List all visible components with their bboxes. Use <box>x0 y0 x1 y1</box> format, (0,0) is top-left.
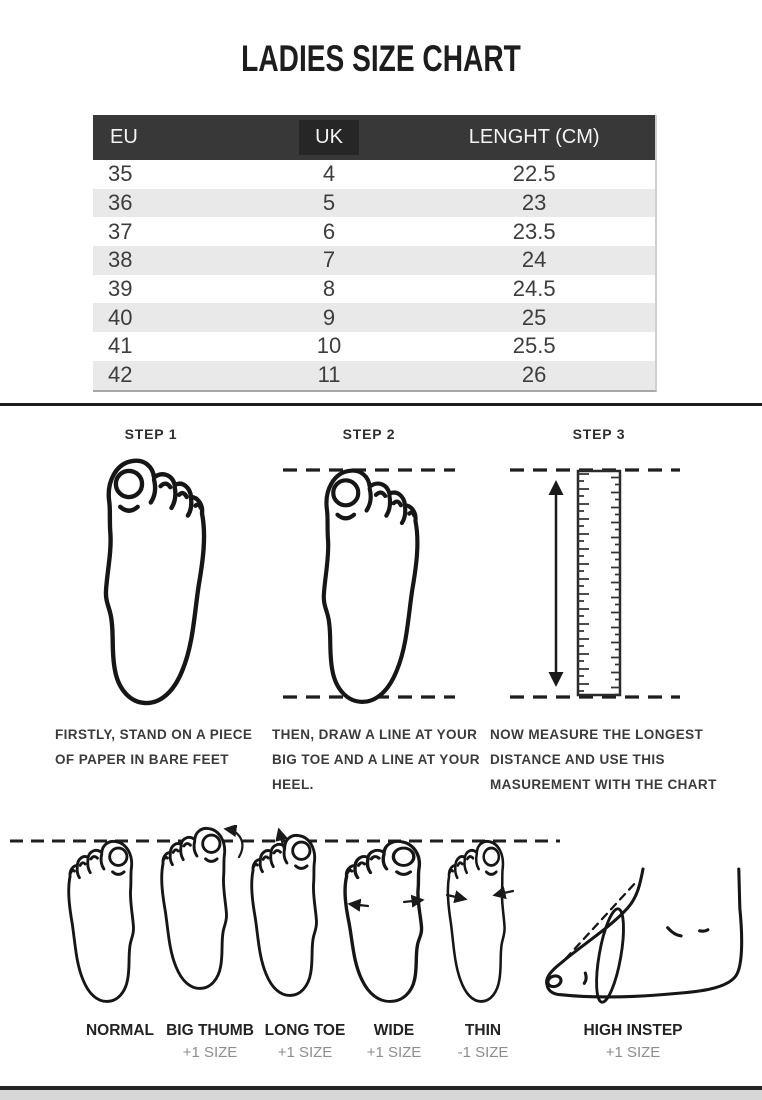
size-adjustment-high-instep: +1 SIZE <box>605 1044 661 1061</box>
cell-eu: 40 <box>108 304 133 330</box>
cell-length: 23 <box>521 190 547 216</box>
foot-long-toe-icon <box>252 835 317 995</box>
cell-eu: 39 <box>108 276 133 302</box>
step1-label: STEP 1 <box>124 426 178 442</box>
step2-label: STEP 2 <box>342 426 396 442</box>
cell-length: 25 <box>521 304 547 330</box>
size-adjustment-big-thumb: +1 SIZE <box>182 1044 238 1061</box>
size-adjustment-wide: +1 SIZE <box>366 1044 422 1061</box>
cell-eu: 42 <box>108 362 133 388</box>
step3-label: STEP 3 <box>572 426 626 442</box>
foot-high-instep-icon <box>546 869 741 1004</box>
foot-type-label-big-thumb: BIG THUMB <box>166 1022 254 1039</box>
cell-length: 24.5 <box>512 276 556 302</box>
cell-length: 23.5 <box>512 218 556 244</box>
steps-illustrations <box>0 440 762 730</box>
cell-eu: 35 <box>108 161 133 187</box>
cell-length: 26 <box>521 362 547 388</box>
table-row <box>93 332 655 361</box>
cell-uk: 11 <box>317 362 341 388</box>
cell-length: 22.5 <box>512 161 556 187</box>
step3-instruction: NOW MEASURE THE LONGEST DISTANCE AND USE THIS MASUREMENT WITH THE CHART <box>490 727 717 792</box>
cell-uk: 5 <box>322 190 336 216</box>
size-table-header <box>93 115 655 160</box>
cell-eu: 38 <box>108 247 133 273</box>
section-divider <box>0 403 762 406</box>
foot-normal-icon <box>69 841 134 1001</box>
table-row <box>93 189 655 218</box>
cell-uk: 7 <box>322 247 336 273</box>
col-header-uk-cell <box>245 120 414 155</box>
step1-bare-foot-icon <box>106 461 204 703</box>
table-row <box>93 160 655 189</box>
foot-type-label-thin: THIN <box>464 1022 502 1039</box>
table-row <box>93 275 655 304</box>
cell-eu: 37 <box>108 218 133 244</box>
cell-eu: 36 <box>108 190 133 216</box>
step2-bare-foot-icon <box>324 471 418 702</box>
table-row <box>93 217 655 246</box>
foot-type-label-normal: NORMAL <box>85 1022 155 1039</box>
cell-length: 24 <box>521 247 547 273</box>
table-row <box>93 246 655 275</box>
foot-type-label-wide: WIDE <box>373 1022 415 1039</box>
foot-types-illustrations <box>0 825 762 1020</box>
foot-big-thumb-icon <box>162 828 227 988</box>
foot-wide-icon <box>345 841 422 1001</box>
cell-uk: 9 <box>322 304 336 330</box>
foot-thin-icon <box>448 841 505 1001</box>
col-header-eu: EU <box>110 126 138 148</box>
big-thumb-arrow-icon <box>226 829 242 857</box>
step2-instruction: THEN, DRAW A LINE AT YOUR BIG TOE AND A LINE AT YOUR HEEL. <box>272 727 480 792</box>
cell-uk: 8 <box>322 276 336 302</box>
bottom-gray-strip <box>0 1090 762 1100</box>
cell-length: 25.5 <box>512 333 556 359</box>
foot-type-label-long-toe: LONG TOE <box>264 1022 346 1039</box>
size-adjustment-long-toe: +1 SIZE <box>277 1044 333 1061</box>
cell-uk: 10 <box>316 333 342 359</box>
cell-uk: 4 <box>322 161 336 187</box>
col-header-uk: UK <box>299 120 359 155</box>
page-title: LADIES SIZE CHART <box>241 38 521 79</box>
foot-type-label-high-instep: HIGH INSTEP <box>583 1022 683 1039</box>
table-row <box>93 303 655 332</box>
step1-instruction: FIRSTLY, STAND ON A PIECE OF PAPER IN BARE FEET <box>55 727 253 767</box>
col-header-length: LENGHT (CM) <box>468 126 600 148</box>
table-row <box>93 361 655 390</box>
size-adjustment-thin: -1 SIZE <box>457 1044 509 1061</box>
size-table <box>93 115 657 392</box>
cell-eu: 41 <box>108 333 133 359</box>
step3-ruler-icon <box>510 470 680 697</box>
cell-uk: 6 <box>322 218 336 244</box>
